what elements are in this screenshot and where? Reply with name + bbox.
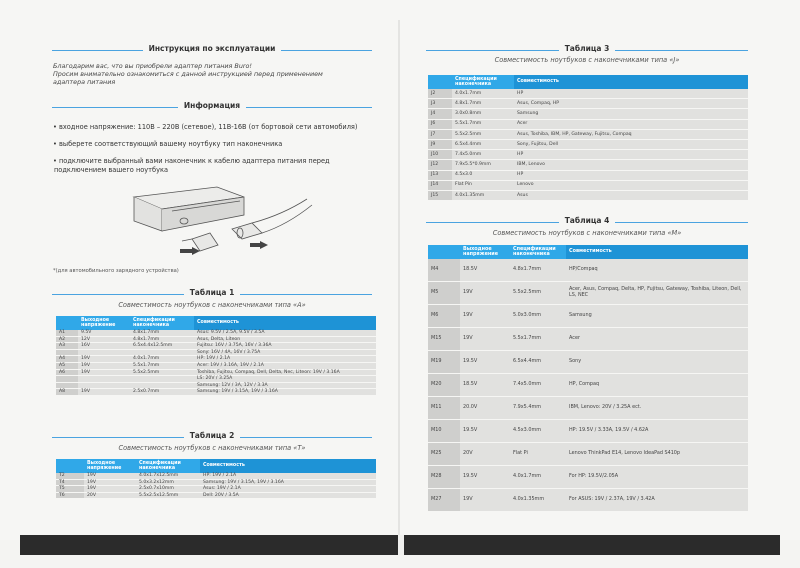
intro-line: адаптера питания [53, 78, 116, 87]
table-cell: 5.5x1.7mm [452, 119, 514, 129]
table2-col-compat: Совместимость [200, 459, 376, 473]
bullet-line: подключением вашего ноутбука [54, 165, 169, 174]
table-cell: 4.0x1.35mm [452, 190, 514, 200]
table-cell: M6 [428, 305, 460, 328]
table-cell: 5.0x3.0mm [510, 305, 566, 328]
table-cell [78, 376, 130, 383]
instructions-header [52, 44, 372, 58]
bullet-input-voltage [53, 123, 383, 132]
table-cell: J3 [428, 99, 452, 109]
table-row [56, 349, 376, 356]
table-cell: Toshiba, Fujitsu, Compaq, Dell, Delta, Nec, Liteon: 19V / 3.16A [194, 369, 376, 376]
table-cell: A8 [56, 389, 78, 396]
table1-col-voltage: Выходное напряжение [78, 316, 130, 330]
table-cell: 5.5x2.5mm [130, 369, 194, 376]
table-cell: J14 [428, 180, 452, 190]
table-row [56, 492, 376, 499]
table-cell: Flat Pi [510, 443, 566, 466]
table-cell: 19V [460, 305, 510, 328]
table-cell: HP [514, 89, 748, 99]
table-cell: 4.0x1.7x12.5mm [136, 473, 200, 479]
table4-col-compat: Совместимость [566, 245, 748, 259]
table-cell: 7.9x5.4mm [510, 397, 566, 420]
table4-col-voltage: Выходное напряжение [460, 245, 510, 259]
table-row [428, 180, 748, 190]
table-cell: Asus, Compaq, HP [514, 99, 748, 109]
table-cell: IBM, Lenovo [514, 160, 748, 170]
table3-col-code [428, 75, 452, 89]
table-cell: Asus: 19V / 2.1A [200, 486, 376, 493]
bullet-line: • подключите выбранный вами наконечник к кабелю адаптера питания перед [53, 157, 330, 165]
table-row [428, 443, 748, 466]
table-cell: 19.5V [460, 420, 510, 443]
table-cell: 6.5x4.4mm [452, 139, 514, 149]
table-row [428, 150, 748, 160]
table-cell: 12V [78, 336, 130, 343]
table1-col-compat: Совместимость [194, 316, 376, 330]
table-cell: For ASUS: 19V / 2.37A, 19V / 3.42A [566, 489, 748, 512]
table-cell: T5 [56, 486, 84, 493]
table-row [428, 420, 748, 443]
table-cell: 19V [460, 282, 510, 305]
table-cell: 19V [460, 489, 510, 512]
table-cell: HP: 19.5V / 3.33A, 19.5V / 4.62A [566, 420, 748, 443]
table-row [428, 109, 748, 119]
table-cell: HP/Compaq [566, 259, 748, 282]
table-cell: 3.0x0.8mm [452, 109, 514, 119]
table-cell: A4 [56, 356, 78, 363]
table-cell: M28 [428, 466, 460, 489]
table-cell: J12 [428, 160, 452, 170]
table-cell: M15 [428, 328, 460, 351]
adapter-connection-illustration [122, 185, 317, 267]
table-cell: Acer [566, 328, 748, 351]
table-row [428, 259, 748, 282]
footnote-car-charger: *(для автомобильного зарядного устройства) [53, 268, 179, 274]
table1-header [52, 288, 372, 302]
table-cell: 19V [78, 362, 130, 369]
table-cell: 9.5V [78, 330, 130, 336]
table-cell: Samsung: 12V / 3A, 12V / 3.3A [194, 382, 376, 389]
table-cell: HP [514, 150, 748, 160]
table-cell: M10 [428, 420, 460, 443]
table-cell: Acer: 19V / 3.16A, 19V / 2.1A [194, 362, 376, 369]
table-cell: 7.4x5.0mm [510, 374, 566, 397]
table-row [428, 328, 748, 351]
table3-col-compat: Совместимость [514, 75, 748, 89]
table-cell: 19V [460, 328, 510, 351]
table-cell: 5.5x2.5x12.5mm [136, 492, 200, 499]
bullet-connect-tip [53, 157, 383, 174]
table-row [428, 119, 748, 129]
table-cell [56, 349, 78, 356]
table-cell: J15 [428, 190, 452, 200]
table-cell: 19V [78, 356, 130, 363]
table-row [428, 282, 748, 305]
table-cell [78, 382, 130, 389]
table-row [428, 489, 748, 512]
table4-header [426, 216, 748, 230]
table-cell: 19V [84, 486, 136, 493]
table-row [428, 305, 748, 328]
table-cell: 5.5x2.5mm [452, 129, 514, 139]
page-fold [398, 20, 400, 540]
table-row [56, 343, 376, 350]
bullet-select-tip [53, 140, 383, 149]
table-row [56, 362, 376, 369]
table-cell: Lenovo [514, 180, 748, 190]
table-cell: HP: 19V / 2.1A [194, 356, 376, 363]
intro-line: Просим внимательно ознакомиться с данной инструкцией перед применением [53, 70, 323, 79]
table4-col-spec: Спецификации наконечника [510, 245, 566, 259]
table-cell: T2 [56, 473, 84, 479]
table-cell: 4.5x3.0 [452, 170, 514, 180]
table-cell: 20.0V [460, 397, 510, 420]
table1-compat-a [56, 316, 376, 396]
table-cell: A5 [56, 362, 78, 369]
table-cell: Dell: 20V / 3.5A [200, 492, 376, 499]
table-row [428, 351, 748, 374]
table-cell: M4 [428, 259, 460, 282]
table-cell: 19V [78, 369, 130, 376]
table-cell: Asus, Delta, Liteon [194, 336, 376, 343]
table-row [428, 160, 748, 170]
table-row [56, 486, 376, 493]
table-cell: 4.8x1.7mm [452, 99, 514, 109]
table2-title: Таблица 2 [184, 431, 241, 440]
table-cell: 4.8x1.7mm [130, 336, 194, 343]
table-cell: 4.8x1.7mm [130, 330, 194, 336]
intro-line: Благодарим вас, что вы приобрели адаптер питания Buro! [53, 62, 252, 70]
table-cell [130, 349, 194, 356]
info-title: Информация [178, 101, 246, 110]
table-row [56, 389, 376, 396]
bullet-line: • входное напряжение: 110В – 220В (сетевое), 11В-16В (от бортовой сети автомобиля) [53, 123, 358, 131]
intro-text [53, 62, 373, 87]
table4-subtitle: Совместимость ноутбуков с наконечниками типа «М» [492, 229, 682, 237]
table-cell: Samsung: 19V / 3.15A, 19V / 3.16A [200, 479, 376, 486]
table-cell: 6.5x4.4x12.5mm [130, 343, 194, 350]
table-cell: M27 [428, 489, 460, 512]
table-cell: 6.5x4.4mm [510, 351, 566, 374]
table-cell: Fujitsu: 16V / 3.75A, 16V / 3.36A [194, 343, 376, 350]
table4-compat-m [428, 245, 748, 512]
table-cell: 4.0x1.7mm [130, 356, 194, 363]
table3-compat-j [428, 75, 748, 201]
table-cell: Samsung: 19V / 3.15A, 19V / 3.16A [194, 389, 376, 396]
table-cell: IBM, Lenovo: 20V / 3.25A ect. [566, 397, 748, 420]
table-row [428, 99, 748, 109]
table-cell: T6 [56, 492, 84, 499]
table-cell: 19.5V [460, 351, 510, 374]
table-cell [130, 376, 194, 383]
table-cell: 4.5x3.0mm [510, 420, 566, 443]
table-cell: J2 [428, 89, 452, 99]
table-row [428, 466, 748, 489]
table-cell: 4.0x1.7mm [452, 89, 514, 99]
table2-col-code [56, 459, 84, 473]
table-cell: Sony, Fujitsu, Dell [514, 139, 748, 149]
table-cell: Flat Pin [452, 180, 514, 190]
table-cell: 2.5x0.7x10mm [136, 486, 200, 493]
table1-title: Таблица 1 [184, 288, 241, 297]
table-cell: M5 [428, 282, 460, 305]
table3-subtitle: Совместимость ноутбуков с наконечниками типа «J» [494, 56, 680, 64]
table1-col-spec: Спецификации наконечника [130, 316, 194, 330]
table-cell: A2 [56, 336, 78, 343]
table-cell: Samsung [514, 109, 748, 119]
table-cell: J7 [428, 129, 452, 139]
table-row [428, 89, 748, 99]
table-cell [78, 349, 130, 356]
table-cell: A1 [56, 330, 78, 336]
table-row [428, 397, 748, 420]
table-cell: 20V [460, 443, 510, 466]
table-cell: Asus: 9.5V / 2.5A, 9.5V / 3.5A [194, 330, 376, 336]
bottom-dark-strip [20, 535, 780, 555]
table-row [56, 479, 376, 486]
table-cell: A6 [56, 369, 78, 376]
table-cell [56, 382, 78, 389]
table2-compat-t [56, 459, 376, 499]
table2-col-spec: Спецификации наконечника [136, 459, 200, 473]
table-cell: 19.5V [460, 466, 510, 489]
table-cell: 4.0x1.7mm [510, 466, 566, 489]
table-cell: Asus, Toshiba, IBM, HP, Gateway, Fujitsu, Compaq [514, 129, 748, 139]
table-row [428, 374, 748, 397]
table2-header [52, 431, 372, 445]
table-cell [56, 376, 78, 383]
bullet-line: • выберете соответствующий вашему ноутбуку тип наконечника [53, 140, 283, 148]
table-cell: 7.4x5.0mm [452, 150, 514, 160]
table-cell: HP [514, 170, 748, 180]
table-cell: 4.8x1.7mm [510, 259, 566, 282]
table-cell: 19V [78, 389, 130, 396]
table-cell: 5.5x1.7mm [510, 328, 566, 351]
table-cell: Acer [514, 119, 748, 129]
table-row [56, 382, 376, 389]
table-cell: J9 [428, 139, 452, 149]
table2-col-voltage: Выходное напряжение [84, 459, 136, 473]
table-cell [130, 382, 194, 389]
table-cell: T4 [56, 479, 84, 486]
table-cell: M20 [428, 374, 460, 397]
table-cell: 19V [84, 479, 136, 486]
table-cell: 2.5x0.7mm [130, 389, 194, 396]
table-cell: 4.0x1.35mm [510, 489, 566, 512]
table-cell: J10 [428, 150, 452, 160]
table-cell: 16V [78, 343, 130, 350]
table-cell: Lenovo ThinkPad E14, Lenovo IdeaPad S410p [566, 443, 748, 466]
table-row [428, 190, 748, 200]
table-row [56, 369, 376, 376]
table1-col-code [56, 316, 78, 330]
table1-subtitle: Совместимость ноутбуков с наконечниками типа «А» [118, 301, 306, 309]
table2-subtitle: Совместимость ноутбуков с наконечниками типа «Т» [118, 444, 306, 452]
table-cell: 19V [84, 473, 136, 479]
table3-title: Таблица 3 [559, 44, 616, 53]
table-cell: 7.9x5.5*0.9mm [452, 160, 514, 170]
table-cell: 5.5x1.7mm [130, 362, 194, 369]
table-cell: LS: 20V / 3.25A [194, 376, 376, 383]
table-cell: J13 [428, 170, 452, 180]
table-cell: J6 [428, 119, 452, 129]
table-cell: M11 [428, 397, 460, 420]
table-cell: Samsung [566, 305, 748, 328]
table3-col-spec: Спецификации наконечника [452, 75, 514, 89]
table-cell: Asus [514, 190, 748, 200]
table-cell: 18.5V [460, 259, 510, 282]
table-cell: A3 [56, 343, 78, 350]
table-cell: HP: 19V / 2.1A [200, 473, 376, 479]
table-cell: 18.5V [460, 374, 510, 397]
table-row [428, 170, 748, 180]
table-cell: 20V [84, 492, 136, 499]
table4-title: Таблица 4 [559, 216, 616, 225]
table-row [428, 129, 748, 139]
table-row [56, 376, 376, 383]
table-cell: M25 [428, 443, 460, 466]
table-cell: 5.0x3.2x12mm [136, 479, 200, 486]
instructions-title: Инструкция по эксплуатации [143, 44, 282, 53]
info-header [52, 101, 372, 115]
table-cell: J4 [428, 109, 452, 119]
table-cell: For HP: 19.5V/2.05A [566, 466, 748, 489]
table-cell: M19 [428, 351, 460, 374]
table-cell: Sony: 16V / 4A, 16V / 3.75A [194, 349, 376, 356]
table-cell: Sony [566, 351, 748, 374]
table4-col-code [428, 245, 460, 259]
table-row [428, 139, 748, 149]
table-row [56, 336, 376, 343]
table-cell: Acer, Asus, Compaq, Delta, HP, Fujitsu, Gateway, Toshiba, Liteon, Dell, LS, NEC [566, 282, 748, 305]
table-cell: HP, Compaq [566, 374, 748, 397]
table-cell: 5.5x2.5mm [510, 282, 566, 305]
table-row [56, 356, 376, 363]
